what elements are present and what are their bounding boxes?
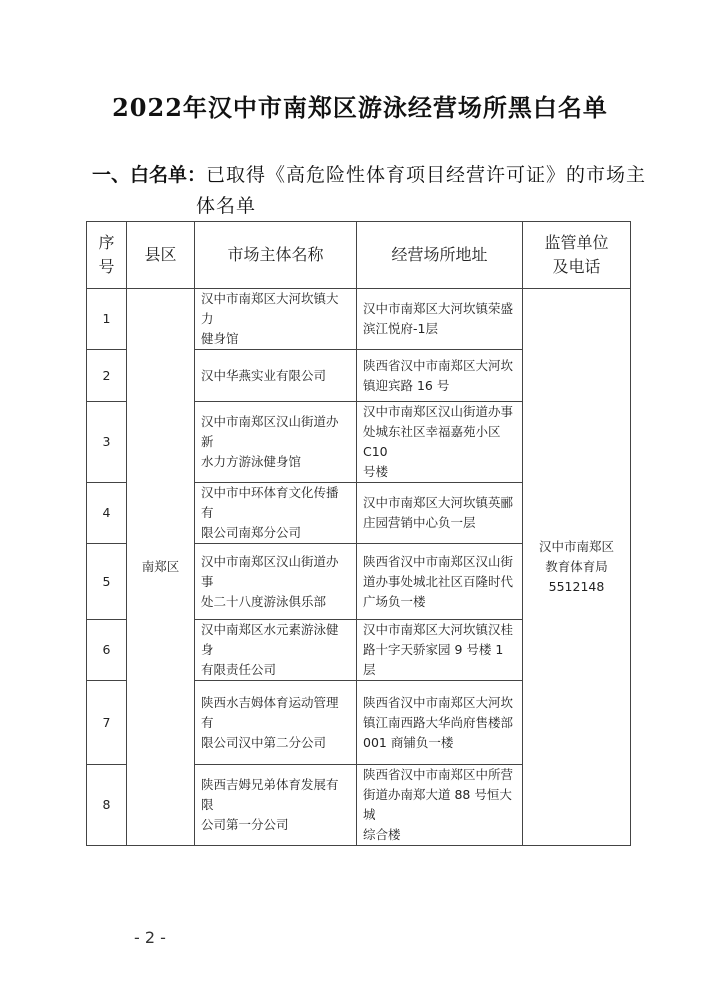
address: 陕西省汉中市南郑区中所营 街道办南郑大道 88 号恒大城 综合楼 bbox=[357, 765, 523, 846]
address: 汉中市南郑区大河坎镇英郦 庄园营销中心负一层 bbox=[357, 483, 523, 544]
document-title: 2022年汉中市南郑区游泳经营场所黑白名单 bbox=[112, 93, 608, 122]
address: 陕西省汉中市南郑区大河坎 镇迎宾路 16 号 bbox=[357, 350, 523, 402]
county-cell: 南郑区 bbox=[127, 289, 195, 846]
entity-name: 陕西吉姆兄弟体育发展有限 公司第一分公司 bbox=[195, 765, 357, 846]
section-description-line2: 体名单 bbox=[196, 195, 257, 217]
header-entity-name: 市场主体名称 bbox=[195, 222, 357, 289]
supervisor-cell: 汉中市南郑区 教育体育局 5512148 bbox=[523, 289, 631, 846]
table-header-row bbox=[87, 222, 631, 289]
entity-name: 汉中市南郑区汉山街道办事 处二十八度游泳俱乐部 bbox=[195, 544, 357, 620]
page-number: - 2 - bbox=[134, 928, 166, 947]
address: 汉中市南郑区大河坎镇汉桂 路十字天骄家园 9 号楼 1 层 bbox=[357, 620, 523, 681]
header-address: 经营场所地址 bbox=[357, 222, 523, 289]
header-no: 序 号 bbox=[87, 222, 127, 289]
table-row bbox=[87, 289, 631, 350]
row-number: 3 bbox=[87, 402, 127, 483]
entity-name: 汉中市南郑区大河坎镇大力 健身馆 bbox=[195, 289, 357, 350]
entity-name: 陕西水吉姆体育运动管理有 限公司汉中第二分公司 bbox=[195, 681, 357, 765]
whitelist-table bbox=[86, 221, 631, 846]
row-number: 1 bbox=[87, 289, 127, 350]
address: 汉中市南郑区汉山街道办事 处城东社区幸福嘉苑小区 C10 号楼 bbox=[357, 402, 523, 483]
row-number: 2 bbox=[87, 350, 127, 402]
section-heading bbox=[92, 160, 652, 222]
row-number: 6 bbox=[87, 620, 127, 681]
header-supervisor: 监管单位 及电话 bbox=[523, 222, 631, 289]
row-number: 7 bbox=[87, 681, 127, 765]
address: 陕西省汉中市南郑区大河坎 镇江南西路大华尚府售楼部 001 商铺负一楼 bbox=[357, 681, 523, 765]
entity-name: 汉中南郑区水元素游泳健身 有限责任公司 bbox=[195, 620, 357, 681]
section-label: 一、白名单： bbox=[92, 164, 207, 186]
section-description-line1: 已取得《高危险性体育项目经营许可证》的市场主 bbox=[206, 164, 647, 186]
entity-name: 汉中市中环体育文化传播有 限公司南郑分公司 bbox=[195, 483, 357, 544]
address: 汉中市南郑区大河坎镇荣盛 滨江悦府-1层 bbox=[357, 289, 523, 350]
entity-name: 汉中华燕实业有限公司 bbox=[195, 350, 357, 402]
row-number: 8 bbox=[87, 765, 127, 846]
address: 陕西省汉中市南郑区汉山街 道办事处城北社区百隆时代 广场负一楼 bbox=[357, 544, 523, 620]
entity-name: 汉中市南郑区汉山街道办新 水力方游泳健身馆 bbox=[195, 402, 357, 483]
row-number: 4 bbox=[87, 483, 127, 544]
header-county: 县区 bbox=[127, 222, 195, 289]
row-number: 5 bbox=[87, 544, 127, 620]
